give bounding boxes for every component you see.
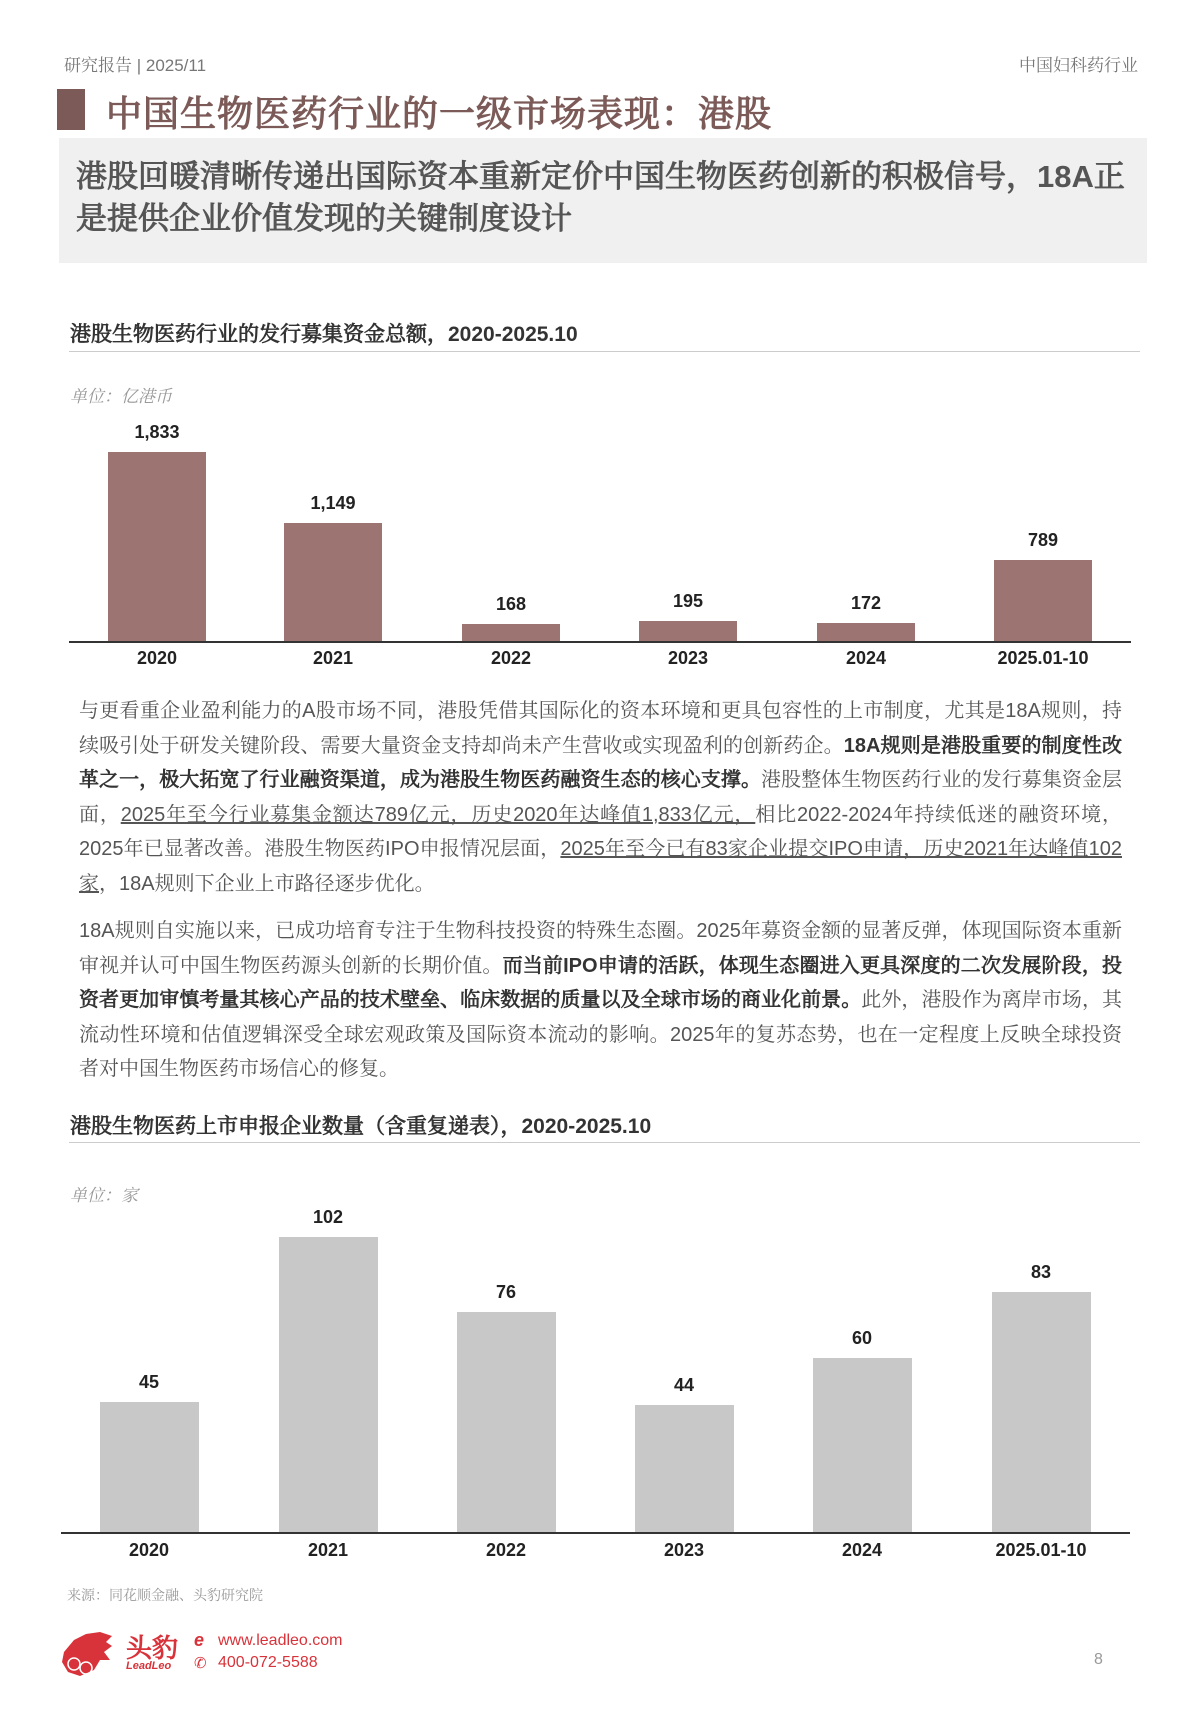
value-label: 45 (138, 1371, 160, 1392)
chart2-title: 港股生物医药上市申报企业数量（含重复递表），2020-2025.10 (70, 1115, 652, 1138)
brand-en: LeadLeo (126, 1660, 172, 1672)
bar-2024 (813, 1358, 912, 1532)
chart2-x-axis (61, 1532, 1130, 1534)
chart1-rule (69, 351, 1140, 352)
value-label: 1,149 (310, 492, 356, 513)
category-label: 2024 (841, 1540, 883, 1560)
bar-2025.01-10 (992, 1292, 1091, 1532)
bar-2023 (635, 1405, 734, 1532)
title-marker (57, 89, 85, 130)
bold-text: 而当前IPO申请的活跃，体现生态圈进入更具深度的二次发展阶段，投资者更加审慎考量其核心产品的技术壁垒、临床数据的质量以及全球市场的商业化前景。 (79, 954, 1123, 1011)
bold-text: 18A规则是港股重要的制度性改革之一，极大拓宽了行业融资渠道，成为港股生物医药融资生态的核心支撑。 (79, 734, 1122, 791)
value-label: 44 (673, 1374, 695, 1395)
category-label: 2022 (485, 1540, 527, 1560)
category-label: 2025.01-10 (997, 648, 1089, 668)
paragraph-1 (79, 694, 1122, 901)
web-icon: e (194, 1630, 205, 1650)
value-label: 168 (495, 593, 527, 614)
value-label: 102 (312, 1207, 344, 1227)
paragraph-2 (79, 914, 1122, 1087)
text-segment: 港股整体生物医药行业的发行募集资金层面， (79, 769, 1122, 826)
category-label: 2023 (663, 1540, 705, 1560)
value-label: 76 (495, 1282, 517, 1303)
bar-2022 (462, 624, 560, 641)
bar-2025.01-10 (994, 560, 1092, 641)
brand-cn: 头豹 (126, 1633, 179, 1663)
phone-number: 400-072-5588 (218, 1654, 318, 1671)
website-link[interactable]: www.leadleo.com (218, 1632, 343, 1649)
text-segment: 相比2022-2024年持续低迷的融资环境，2025年已显著改善。港股生物医药IPO申报情况层面， (79, 803, 1123, 860)
category-label: 2024 (845, 648, 887, 668)
category-label: 2020 (128, 1540, 170, 1560)
bar-2023 (639, 621, 737, 641)
text-segment: 与更看重企业盈利能力的A股市场不同，港股凭借其国际化的资本环境和更具包容性的上市制度，尤其是18A规则，持续吸引处于研发关键阶段、需要大量资金支持却尚未产生营收或实现盈利的创新药企。 (79, 700, 1122, 757)
value-label: 1,833 (134, 422, 180, 442)
underlined-text: 2025年至今已有83家企业提交IPO申请，历史2021年达峰值102家 (79, 838, 1122, 895)
text-segment: 18A规则自实施以来，已成功培育专注于生物科技投资的特殊生态圈。2025年募资金额的显著反弹，体现国际资本重新审视并认可中国生物医药源头创新的长期价值。 (79, 920, 1122, 977)
category-label: 2020 (136, 648, 178, 668)
bar-2020 (108, 452, 206, 641)
chart2-rule (69, 1142, 1140, 1143)
leopard-logo-icon (60, 1630, 116, 1678)
page-title: 中国生物医药行业的一级市场表现：港股 (106, 93, 773, 134)
category-label: 2022 (490, 648, 532, 668)
chart2-unit: 单位：家 (70, 1186, 138, 1205)
value-label: 83 (1030, 1261, 1052, 1282)
value-label: 789 (1027, 529, 1059, 550)
chart1-unit: 单位：亿港币 (70, 387, 172, 406)
summary-text: 港股回暖清晰传递出国际资本重新定价中国生物医药创新的积极信号，18A正是提供企业价值发现的关键制度设计 (76, 159, 1125, 236)
text-segment: ，18A规则下企业上市路径逐步优化。 (99, 872, 435, 895)
bar-2024 (817, 623, 915, 641)
value-label: 172 (850, 593, 882, 614)
source-note: 来源：同花顺金融、头豹研究院 (67, 1587, 263, 1603)
chart1-x-axis (69, 641, 1131, 643)
value-label: 195 (672, 590, 704, 611)
value-label: 60 (851, 1328, 873, 1349)
chart1-title: 港股生物医药行业的发行募集资金总额，2020-2025.10 (70, 323, 578, 346)
bar-2020 (100, 1402, 199, 1532)
category-label: 2021 (312, 648, 354, 668)
bar-2021 (284, 523, 382, 641)
category-label: 2025.01-10 (995, 1540, 1087, 1560)
underlined-text: 2025年至今行业募集金额达789亿元，历史2020年达峰值1,833亿元， (120, 803, 756, 826)
category-label: 2023 (667, 648, 709, 668)
bar-2021 (279, 1237, 378, 1532)
industry-label: 中国妇科药行业 (1019, 56, 1138, 75)
phone-icon: ✆ (194, 1655, 207, 1672)
bar-2022 (457, 1312, 556, 1532)
category-label: 2021 (307, 1540, 349, 1560)
page-number: 8 (1094, 1651, 1103, 1668)
text-segment: 此外，港股作为离岸市场，其流动性环境和估值逻辑深受全球宏观政策及国际资本流动的影响。2025年的复苏态势，也在一定程度上反映全球投资者对中国生物医药市场信心的修复。 (79, 989, 1123, 1080)
report-type-date: 研究报告 | 2025/11 (64, 56, 207, 75)
